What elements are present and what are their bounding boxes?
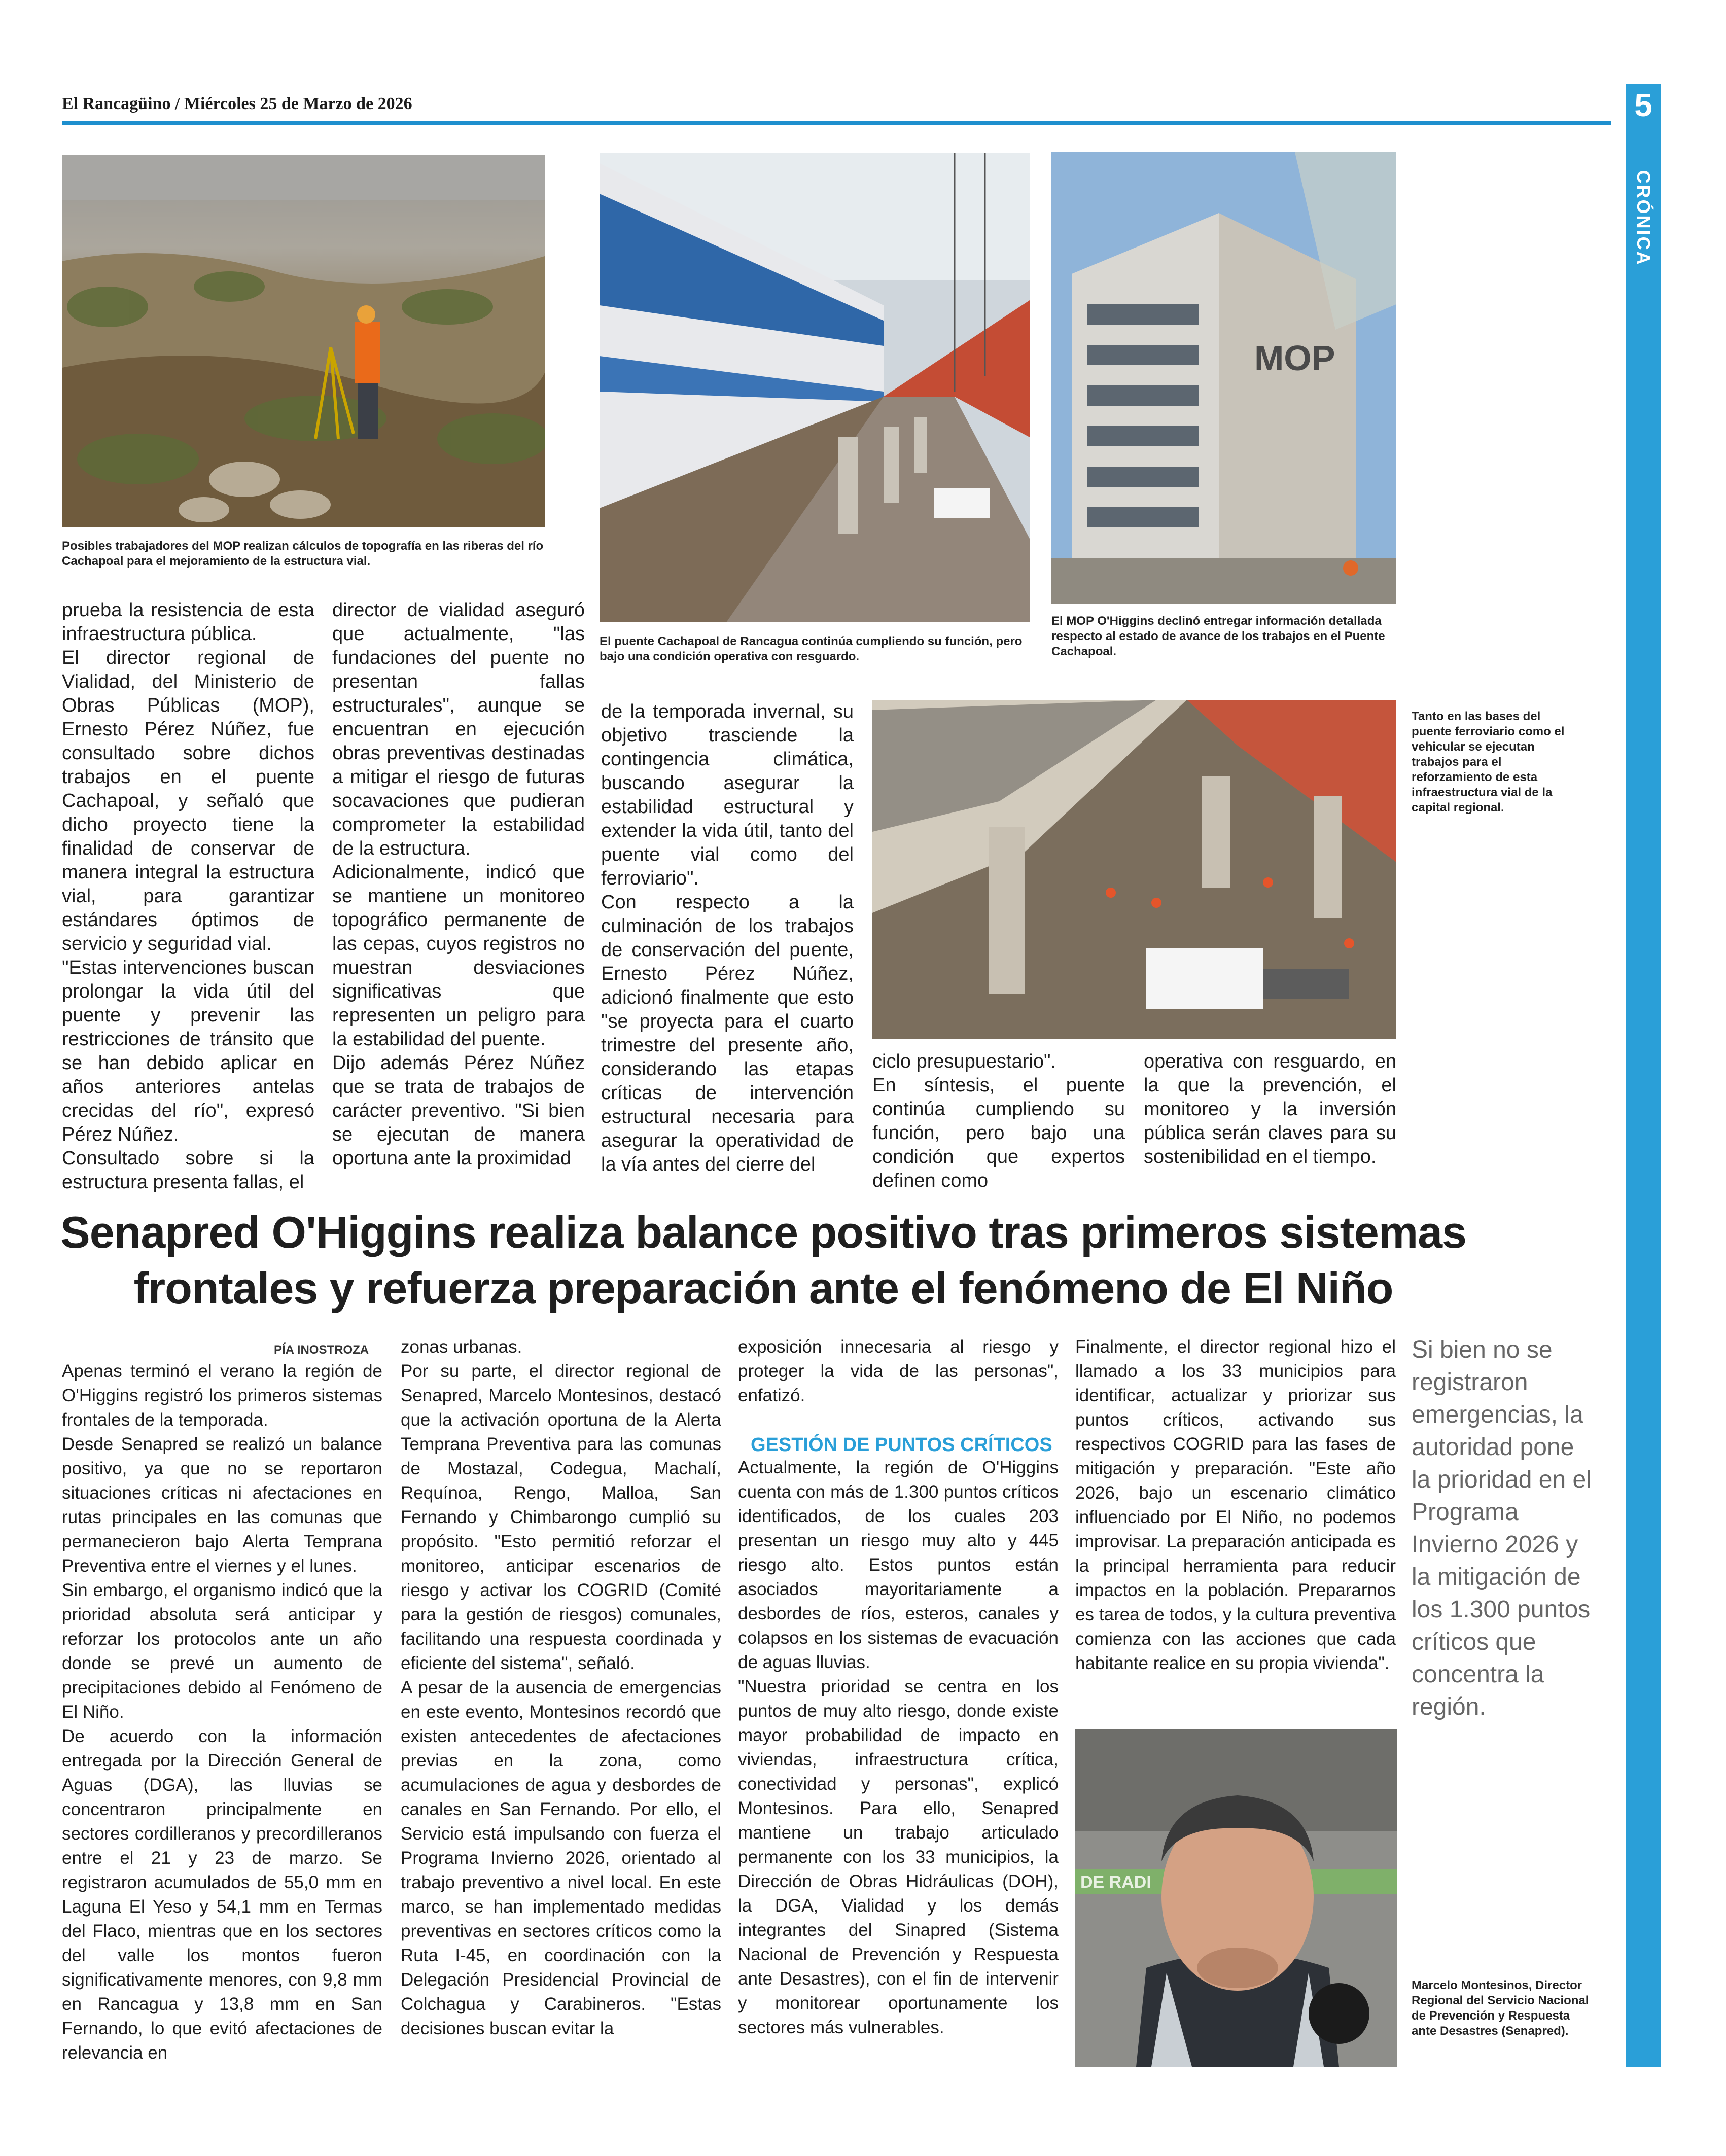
article1-column-3: de la temporada invernal, su objetivo trasciende la contingencia climática, buscando asegurar la estabilidad estructural y extender la vida útil, tanto del puente vial como del ferroviario". Con respecto a la culminación de los trabajos de conservación del puente, Ernesto Pérez Núñez, adicionó finalmente que esto "se proyecta para el cuarto trimestre del presente año, considerando las etapas críticas de intervención estructural necesaria para asegurar la operatividad de la vía antes del cierre del — [601, 701, 854, 1175]
article2-column-3a: exposición innecesaria al riesgo y proteger la vida de las personas", enfatizó. — [738, 1337, 1059, 1405]
newspaper-name: El Rancagüino / — [62, 94, 180, 113]
photo-rail-bridge — [600, 153, 1030, 622]
caption-photo2: El puente Cachapoal de Rancagua continúa cumpliendo su función, pero bajo una condición operativa con resguardo. — [600, 634, 1023, 663]
caption-photo3: El MOP O'Higgins declinó entregar información detallada respecto al estado de avance de los trabajos en el Puente Cachapoal. — [1051, 614, 1385, 658]
article1-column-5: operativa con resguardo, en la que la prevención, el monitoreo y la inversión pública serán claves para su sostenibilidad en el tiempo. — [1144, 1051, 1396, 1168]
page-header — [62, 94, 412, 114]
article1-column-1: prueba la resistencia de esta infraestructura pública. El director regional de Vialidad, del Ministerio de Obras Públicas (MOP), Ernesto Pérez Núñez, fue consultado sobre dichos trabajos en el puente Cachapoal, y señaló que dicho proyecto tiene la finalidad de conservar de manera integral la estructura vial, para garantizar estándares óptimos de servicio y seguridad vial. "Estas intervenciones buscan prolongar la vida útil del puente y prevenir las restricciones de tránsito que se han debido aplicar en años anteriores antelas crecidas del río", expresó Pérez Núñez. Consultado sobre si la estructura presenta fallas, el — [62, 599, 314, 1193]
photo-topography-worker — [62, 155, 545, 527]
article1-column-2: director de vialidad aseguró que actualmente, "las fundaciones del puente no presentan fallas estructurales", aunque se encuentran en ejecución obras preventivas destinadas a mitigar el riesgo de futuras socavaciones que pudieran comprometer la estabilidad de la estructura. Adicionalmente, indicó que se mantiene un monitoreo topográfico permanente de las cepas, cuyos registros no muestran desviaciones significativas que representen un peligro para la estabilidad del puente. Dijo además Pérez Núñez que se trata de trabajos de carácter preventivo. "Si bien se ejecutan de manera oportuna ante la proximidad — [332, 599, 585, 1169]
caption-photo1: Posibles trabajadores del MOP realizan cálculos de topografía en las riberas del río Cachapoal para el mejoramiento de la estructura vial. — [62, 539, 544, 568]
section-sidebar — [1626, 84, 1661, 2067]
issue-date: Miércoles 25 de Marzo de 2026 — [184, 94, 412, 113]
section-label: CRÓNICA — [1633, 170, 1654, 266]
caption-photo5: Marcelo Montesinos, Director Regional del Servicio Nacional de Prevención y Respuesta ante Desastres (Senapred). — [1412, 1978, 1589, 2038]
pull-quote: Si bien no se registraron emergencias, la autoridad pone la prioridad en el Programa Invierno 2026 y la mitigación de los 1.300 puntos críticos que concentra la región. — [1412, 1336, 1592, 1720]
byline: PÍA INOSTROZA — [274, 1343, 369, 1357]
article2-column-2: zonas urbanas. Por su parte, el director regional de Senapred, Marcelo Montesinos, destacó que la activación oportuna de la Alerta Temprana Preventiva para las comunas de Mostazal, Codegua, Machalí, Requínoa, Rengo, Malloa, San Fernando y Chimbarongo cumplió su propósito. "Esto permitió reforzar el monitoreo, anticipar escenarios de riesgo y activar los COGRID (Comité para la gestión de riesgos) comunales, facilitando una respuesta coordinada y eficiente del sistema", señaló. A pesar de la ausencia de emergencias en este evento, Montesinos recordó que existen antecedentes de afectaciones previas en la zona, como acumulaciones de agua y desbordes de canales en San Fernando. Por ello, el Servicio está impulsando con fuerza el Programa Invierno 2026, orientado al trabajo preventivo a nivel local. En este marco, se han implementado medidas preventivas en sectores críticos como la Ruta I-45, en coordinación con la Delegación Presidencial Provincial de Colchagua y Carabineros. "Estas decisiones buscan evitar la — [401, 1337, 721, 2038]
page-number: 5 — [1634, 87, 1652, 123]
mop-sign: MOP — [1254, 338, 1335, 378]
article2-column-4: Finalmente, el director regional hizo el llamado a los 33 municipios para identificar, actualizar y priorizar sus puntos críticos, activando sus respectivos COGRID para las fases de mitigación y preparación. "Este año 2026, bajo un escenario climático influenciado por El Niño, no podemos improvisar. La preparación anticipada es la principal herramienta para reducir impactos en la población. Prepararnos es tarea de todos, y la cultura preventiva comienza con las acciones que cada habitante realice en su propia vivienda". — [1075, 1337, 1396, 1673]
photo-bridge-bases — [872, 700, 1396, 1039]
article1-column-4: ciclo presupuestario". En síntesis, el puente continúa cumpliendo su función, pero bajo una condición que expertos definen como — [872, 1051, 1125, 1191]
caption-photo4: Tanto en las bases del puente ferroviario como el vehicular se ejecutan trabajos para el reforzamiento de esta infraestructura vial de la capital regional. — [1412, 710, 1565, 815]
banner-text: DE RADI — [1080, 1872, 1151, 1892]
article2-column-3b: Actualmente, la región de O'Higgins cuenta con más de 1.300 puntos críticos identificados, de los cuales 203 presentan un riesgo muy alto y 445 riesgo alto. Estos puntos están asociados mayoritariamente a desbordes de ríos, esteros, canales y colapsos en los sistemas de evacuación de aguas lluvias. "Nuestra prioridad se centra en los puntos de muy alto riesgo, donde existe mayor probabilidad de impacto en viviendas, infraestructura crítica, conectividad y personas", explicó Montesinos. Para ello, Senapred mantiene un trabajo articulado permanente con los 33 municipios, la Dirección de Obras Hidráulicas (DOH), la DGA, Vialidad y los demás integrantes del Sinapred (Sistema Nacional de Prevención y Respuesta ante Desastres), con el fin de intervenir y monitorear oportunamente los sectores más vulnerables. — [738, 1458, 1059, 2037]
photo-marcelo-montesinos — [1075, 1729, 1397, 2067]
article2-headline: Senapred O'Higgins realiza balance positivo tras primeros sistemas frontales y refuerza preparación ante el fenómeno de El Niño — [60, 1207, 1466, 1313]
article2-column-1: Apenas terminó el verano la región de O'Higgins registró los primeros sistemas frontales de la temporada. Desde Senapred se realizó un balance positivo, ya que no se reportaron situaciones críticas ni afectaciones en rutas principales en las comunas que permanecieron bajo Alerta Temprana Preventiva entre el viernes y el lunes. Sin embargo, el organismo indicó que la prioridad absoluta será anticipar y reforzar los protocolos ante un año donde se prevé un aumento de precipitaciones debido al Fenómeno de El Niño. De acuerdo con la información entregada por la Dirección General de Aguas (DGA), las lluvias se concentraron principalmente en sectores cordilleranos y precordilleranos entre el 21 y 23 de marzo. Se registraron acumulados de 55,0 mm en Laguna El Yeso y 54,1 mm en Termas del Flaco, mientras que en los sectores del valle los montos fueron significativamente menores, con 9,8 mm en Rancagua y 13,8 mm en San Fernando, lo que evitó afectaciones de relevancia en — [62, 1361, 382, 2063]
photo-mop-building — [1051, 152, 1396, 604]
header-rule — [62, 121, 1611, 125]
subhead-puntos-criticos: GESTIÓN DE PUNTOS CRÍTICOS — [751, 1434, 1052, 1456]
